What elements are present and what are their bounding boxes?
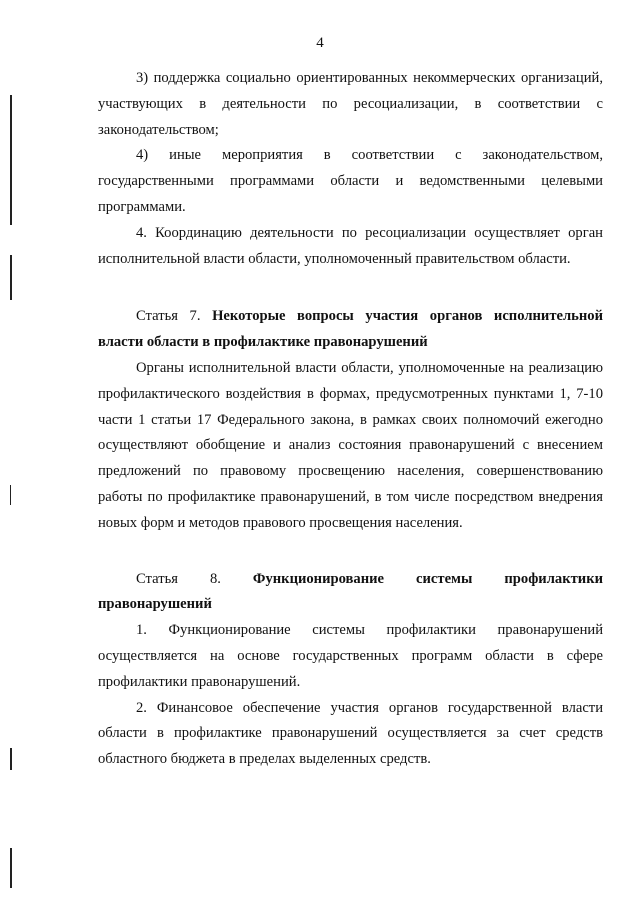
article-8-paragraph-2: 2. Финансовое обеспечение участия органов государственной власти области в профилактике правонарушений осуществляется за счет средств областного бюджета в пределах выделенных средств. bbox=[98, 699, 603, 768]
article-8-paragraph-1: 1. Функционирование системы профилактики правонарушений осуществляется на основе государственных программ области в сфере профилактики правонарушений. bbox=[98, 622, 603, 690]
article-8-title: Функционирование системы профилактики правонарушений bbox=[98, 570, 604, 613]
list-item-4: 4) иные мероприятия в соответствии с законодательством, государственными программами области и ведомственными целевыми программами. bbox=[98, 147, 603, 215]
article-7-heading bbox=[98, 304, 603, 356]
list-item-3: 3) поддержка социально ориентированных некоммерческих организаций, участвующих в деятельности по ресоциализации, в соответствии с законодательством; bbox=[98, 70, 603, 138]
scan-mark bbox=[10, 748, 12, 770]
scan-mark bbox=[10, 255, 12, 300]
scan-mark bbox=[10, 95, 12, 225]
page-number: 4 bbox=[316, 35, 324, 51]
article-8-heading bbox=[98, 567, 603, 619]
document-body bbox=[98, 66, 603, 773]
article-7-text: Органы исполнительной власти области, уполномоченные на реализацию профилактического воздействия в формах, предусмотренных пунктами 1, 7-10 части 1 статьи 17 Федерального закона, в рамках своих полномочий ежегодно осуществляют обобщение и анализ состояния правонарушений с внесением предложений по правовому просвещению населения, совершенствованию работы по профилактике правонарушений, в том числе посредством внедрения новых форм и методов правового просвещения населения. bbox=[98, 359, 603, 531]
scan-mark bbox=[10, 485, 11, 505]
article-8-prefix: Статья 8. bbox=[136, 570, 253, 587]
paragraph-4: 4. Координацию деятельности по ресоциализации осуществляет орган исполнительной власти области, уполномоченный правительством области. bbox=[98, 224, 603, 267]
article-7-prefix: Статья 7. bbox=[136, 308, 213, 325]
article-7-title: Некоторые вопросы участия органов исполнительной власти области в профилактике правонарушений bbox=[98, 308, 603, 351]
scan-mark bbox=[10, 848, 12, 888]
